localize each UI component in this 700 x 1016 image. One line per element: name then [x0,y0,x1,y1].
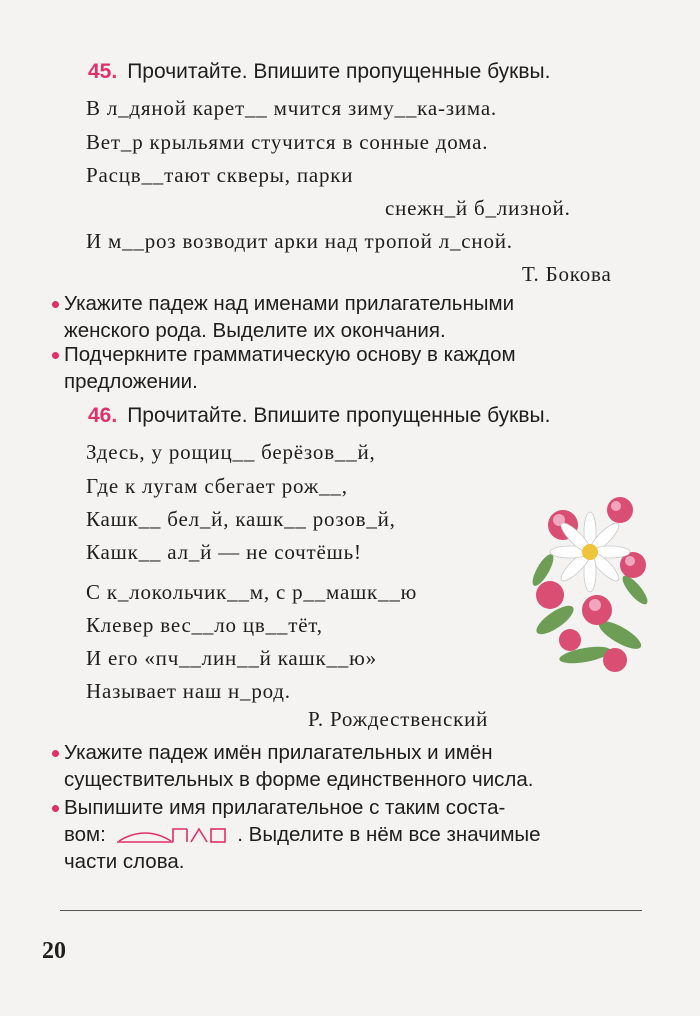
task-line: предложении. [64,370,198,393]
exercise-45-title [88,60,550,84]
poem-author: Р. Рождественский [308,707,489,731]
exercise-46-number: 46. [88,404,118,427]
task-line: Подчеркните грамматическую основу в каждом [64,343,516,366]
task-text: . Выделите в нём все значимые [237,823,541,846]
bullet-icon [52,301,59,308]
task-line: Укажите падеж над именами прилагательными [64,292,515,315]
morpheme-scheme-icon [115,821,229,845]
task-item [64,739,533,793]
task-line [64,821,541,848]
bullet-icon [52,750,59,757]
task-line: Выпишите имя прилагательное с таким соста- [64,796,506,819]
poem-line: С к_локольчик__м, с р__машк__ю [86,580,418,604]
clover-bouquet-icon [525,470,655,680]
exercise-45-instruction: Прочитайте. Впишите пропущенные буквы. [127,60,551,83]
poem-line: Кашк__ ал_й — не сочтёшь! [86,540,362,564]
exercise-45-number: 45. [88,60,118,83]
poem-line: Называет наш н_род. [86,679,291,703]
task-item [64,290,514,344]
poem-line: Клевер вес__ло цв__тёт, [86,613,323,637]
poem-line: И его «пч__лин__й кашк__ю» [86,646,377,670]
bullet-icon [52,352,59,359]
poem-line: В л_дяной карет__ мчится зиму__ка-зима. [86,96,497,120]
poem-line: снежн_й б_лизной. [385,196,571,220]
page-number: 20 [42,938,66,964]
task-line: женского рода. Выделите их окончания. [64,319,446,342]
bottom-rule [60,910,642,911]
poem-line: Где к лугам сбегает рож__, [86,474,348,498]
exercise-46-instruction: Прочитайте. Впишите пропущенные буквы. [127,404,551,427]
task-line: части слова. [64,850,185,873]
poem-line: Здесь, у рощиц__ берёзов__й, [86,440,376,464]
task-text: вом: [64,823,106,846]
task-item [64,341,516,395]
poem-line: И м__роз возводит арки над тропой л_сной. [86,229,513,253]
task-line: Укажите падеж имён прилагательных и имён [64,741,493,764]
exercise-46-title [88,404,550,428]
poem-line: Кашк__ бел_й, кашк__ розов_й, [86,507,396,531]
poem-author: Т. Бокова [522,262,612,286]
task-line: существительных в форме единственного числа. [64,768,534,791]
poem-line: Расцв__тают скверы, парки [86,163,354,187]
bullet-icon [52,805,59,812]
poem-line: Вет_р крыльями стучится в сонные дома. [86,130,489,154]
task-item [64,794,541,875]
